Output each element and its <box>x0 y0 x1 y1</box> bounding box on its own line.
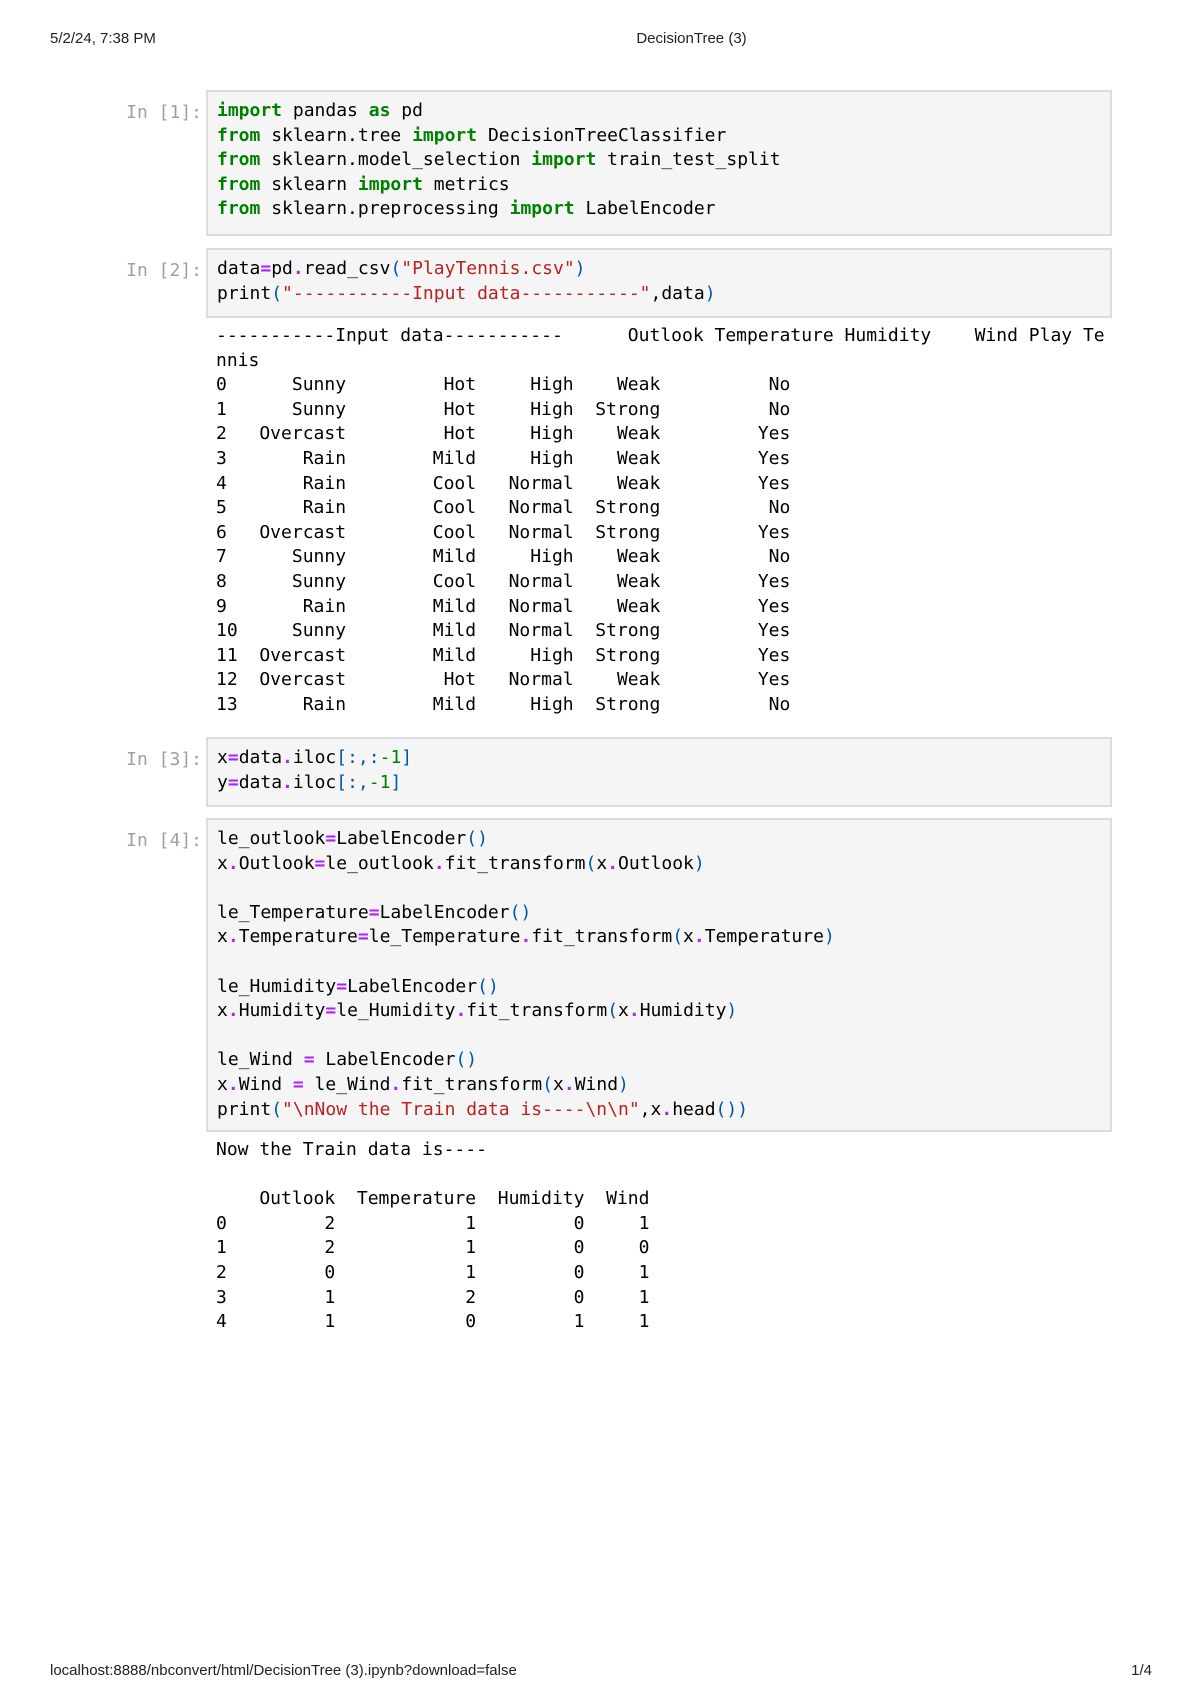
code-token: . <box>227 1073 239 1095</box>
code-token: le_Temperature <box>368 926 521 948</box>
code-token: fit_transform <box>466 1000 608 1022</box>
code-token: ) <box>823 926 835 948</box>
code-token: . <box>282 771 293 793</box>
code-token: = <box>325 828 337 849</box>
code-token: metrics <box>422 173 510 195</box>
code-token: le_Temperature <box>217 901 369 923</box>
code-token: = <box>260 258 272 279</box>
code-token: x <box>217 852 228 874</box>
code-token: fit_transform <box>444 852 586 874</box>
cell-output <box>216 324 1105 718</box>
code-token: ] <box>401 747 413 768</box>
code-token: ( <box>585 852 597 874</box>
code-token: = <box>314 852 326 874</box>
code-token: . <box>661 1098 673 1120</box>
code-token: from <box>217 173 261 195</box>
code-token: ()) <box>715 1098 749 1120</box>
code-token: ) <box>693 852 705 874</box>
code-token: Humidity <box>639 1000 727 1022</box>
code-token: from <box>217 149 261 171</box>
code-token: . <box>433 852 445 874</box>
code-token: pandas <box>282 100 369 121</box>
code-token: print <box>217 1098 272 1120</box>
code-token: = <box>336 975 348 997</box>
code-token: Outlook <box>618 852 694 874</box>
page-url: localhost:8888/nbconvert/html/DecisionTree (3).ipynb?download=false <box>50 1662 517 1679</box>
code-token: LabelEncoder <box>574 198 716 220</box>
code-input[interactable] <box>206 90 1112 236</box>
cell-prompt: In [4]: <box>126 830 202 851</box>
code-token: LabelEncoder <box>336 828 467 849</box>
code-token: = <box>292 1073 304 1095</box>
code-token: head <box>672 1098 716 1120</box>
code-token: . <box>607 852 619 874</box>
code-token: = <box>357 926 369 948</box>
code-token: Wind <box>238 1073 293 1095</box>
code-token: data <box>238 747 283 768</box>
code-token: [:,: <box>336 747 380 768</box>
code-token: x <box>596 852 608 874</box>
code-token: . <box>628 1000 640 1022</box>
code-token: sklearn.tree <box>260 124 413 146</box>
code-token: -1 <box>368 771 391 793</box>
code-token: import <box>357 173 423 195</box>
code-token: . <box>227 926 239 948</box>
code-token: ( <box>390 258 402 279</box>
code-token: data <box>238 771 283 793</box>
code-token: Outlook <box>238 852 315 874</box>
code-token: ,data <box>650 282 705 304</box>
code-token: ( <box>542 1073 553 1095</box>
code-token: from <box>217 124 261 146</box>
code-token: import <box>509 198 575 220</box>
code-token: iloc <box>292 771 337 793</box>
code-token: () <box>455 1049 478 1071</box>
code-input[interactable] <box>206 737 1112 807</box>
code-token: () <box>477 975 499 997</box>
code-token: Wind <box>574 1073 619 1095</box>
code-token: train_test_split <box>596 149 781 171</box>
code-text <box>217 827 1101 1122</box>
code-token: pd <box>271 258 293 279</box>
output-text: Now the Train data is---- Outlook Temperature Humidity Wind 0 2 1 0 1 1 2 1 0 0 2 0 1 0 1 3 1 2 0 1 4 1 0 1 1 <box>216 1139 650 1333</box>
code-token: . <box>693 926 705 948</box>
code-token: x <box>217 926 228 948</box>
code-token: = <box>325 1000 337 1022</box>
code-token: . <box>227 1000 239 1022</box>
code-token: . <box>282 747 293 768</box>
code-token: x <box>683 926 694 948</box>
output-text: -----------Input data----------- Outlook Temperature Humidity Wind Play Te nnis 0 Sunny Hot High Weak No 1 Sunny Hot High Strong No 2 Overcast Hot High Weak Yes 3 Rain Mild High Weak Yes 4 Rain Cool Normal Weak Yes 5 Rain Cool Normal Strong No 6 Overcast Cool Normal Strong Yes 7 Sunny Mild High Weak No 8 Sunny Cool Normal Weak Yes 9 Rain Mild Normal Weak Yes 10 Sunny Mild Normal Strong Yes 11 Overcast Mild High Strong Yes 12 Overcast Hot Normal Weak Yes 13 Rain Mild High Strong No <box>216 325 1105 715</box>
code-token: ) <box>618 1073 629 1095</box>
code-token: import <box>412 124 478 146</box>
code-input[interactable] <box>206 248 1112 318</box>
code-token: pd <box>390 100 423 121</box>
code-token: ) <box>704 282 716 304</box>
code-token: Temperature <box>238 926 358 948</box>
code-token: import <box>217 100 283 121</box>
code-token: y <box>217 771 228 793</box>
code-token: ] <box>390 771 402 793</box>
code-token: ) <box>574 258 586 279</box>
code-token: "-----------Input data-----------" <box>282 282 651 304</box>
code-token: "PlayTennis.csv" <box>401 258 575 279</box>
code-token: read_csv <box>303 258 391 279</box>
code-token: sklearn.preprocessing <box>260 198 510 220</box>
code-token: ) <box>726 1000 738 1022</box>
code-token: "\nNow the Train data is----\n\n" <box>282 1098 640 1120</box>
page-number: 1/4 <box>1131 1662 1152 1679</box>
code-token: le_Wind <box>217 1049 304 1071</box>
code-token: ,x <box>639 1098 662 1120</box>
code-token: () <box>466 828 488 849</box>
code-token: LabelEncoder <box>347 975 478 997</box>
code-token: = <box>303 1049 315 1071</box>
cell-prompt: In [3]: <box>126 749 202 770</box>
code-token: . <box>227 852 239 874</box>
code-token: . <box>455 1000 467 1022</box>
code-token: Humidity <box>238 1000 326 1022</box>
code-token: x <box>217 1073 228 1095</box>
code-token: x <box>217 747 228 768</box>
code-text <box>217 746 1101 795</box>
code-token: () <box>509 901 532 923</box>
code-token: = <box>368 901 380 923</box>
code-token: as <box>368 100 391 121</box>
code-token: le_Wind <box>303 1073 391 1095</box>
cell-prompt: In [2]: <box>126 260 202 281</box>
code-token: fit_transform <box>401 1073 543 1095</box>
document-title: DecisionTree (3) <box>636 30 747 47</box>
code-token: x <box>553 1073 564 1095</box>
code-token: = <box>227 771 239 793</box>
code-token: sklearn.model_selection <box>260 149 532 171</box>
code-token: le_outlook <box>325 852 434 874</box>
code-text <box>217 99 1101 222</box>
code-token: fit_transform <box>531 926 673 948</box>
code-token: [:, <box>336 771 369 793</box>
code-token: iloc <box>292 747 337 768</box>
code-token: le_Humidity <box>336 1000 456 1022</box>
code-token: ( <box>672 926 684 948</box>
code-token: sklearn <box>260 173 358 195</box>
code-token: . <box>563 1073 575 1095</box>
code-token: ( <box>271 1098 283 1120</box>
code-token: le_Humidity <box>217 975 337 997</box>
cell-output <box>216 1138 649 1335</box>
cell-prompt: In [1]: <box>126 102 202 123</box>
code-token: Temperature <box>704 926 824 948</box>
print-timestamp: 5/2/24, 7:38 PM <box>50 30 156 47</box>
code-text <box>217 257 1101 306</box>
code-token: . <box>390 1073 402 1095</box>
code-token: x <box>618 1000 629 1022</box>
code-token: ( <box>271 282 283 304</box>
code-token: DecisionTreeClassifier <box>477 124 727 146</box>
code-token: -1 <box>379 747 402 768</box>
code-token: print <box>217 282 272 304</box>
code-token: data <box>217 258 261 279</box>
code-input[interactable] <box>206 818 1112 1132</box>
code-token: LabelEncoder <box>379 901 510 923</box>
code-token: from <box>217 198 261 220</box>
code-token: = <box>227 747 239 768</box>
code-token: le_outlook <box>217 828 326 849</box>
code-token: import <box>531 149 597 171</box>
code-token: LabelEncoder <box>314 1049 456 1071</box>
code-token: ( <box>607 1000 619 1022</box>
code-token: x <box>217 1000 228 1022</box>
code-token: . <box>292 258 304 279</box>
code-token: . <box>520 926 532 948</box>
